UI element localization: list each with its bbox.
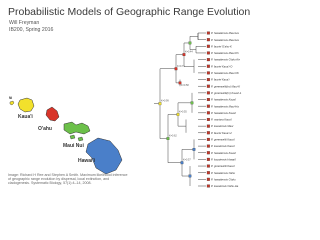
page-title: Probabilistic Models of Geographic Range Evolution — [8, 6, 251, 18]
oahu-label: O'ahu — [38, 126, 52, 132]
tip-range-box — [207, 38, 210, 41]
tip-range-box — [207, 105, 210, 108]
tip-range-box — [207, 185, 210, 188]
tip-label: P. hawaiiensis Kaua'i — [211, 151, 236, 155]
tip-label: P. hawaiiensis Maui-Ha — [211, 105, 239, 109]
tip-label: P. greenwellii(nr) Kaua'i-1 — [211, 91, 242, 95]
tip-label: P. greenwellii Kaua'i — [211, 165, 235, 169]
island-niihau — [10, 101, 14, 105]
tip-range-box — [207, 85, 210, 88]
node-support-label: K=0.57 — [183, 158, 191, 162]
tip-range-box — [207, 165, 210, 168]
kauai-label: Kaua'i — [18, 114, 33, 120]
tip-range-box — [207, 171, 210, 174]
tip-label: P. hawaiiensis Kaua'i — [211, 98, 236, 102]
tip-label: P. kauaiensis Hawai'i — [211, 158, 236, 162]
node-support-label: K=0.99 — [161, 99, 169, 103]
tip-label: P. hawaiiensis Maui-Ha — [211, 32, 239, 36]
root-state-marker — [159, 102, 162, 105]
tip-range-box — [207, 151, 210, 154]
tip-range-box — [207, 158, 210, 161]
tip-label: P. fauriei Kaua'i-2 — [211, 131, 232, 135]
tip-range-box — [207, 58, 210, 61]
tip-range-box — [207, 125, 210, 128]
course-label: IB200, Spring 2016 — [9, 27, 54, 33]
tip-range-box — [207, 32, 210, 35]
tip-range-box — [207, 131, 210, 134]
node-state-marker — [191, 102, 194, 105]
node-state-marker — [177, 113, 180, 116]
author-name: Will Freyman — [9, 20, 40, 26]
node-state-marker — [167, 137, 170, 140]
island-maui-nui — [64, 122, 90, 134]
tip-label: P. kauaiensis Oahu-Ha — [211, 185, 239, 189]
tip-range-box — [207, 145, 210, 148]
tip-range-box — [207, 178, 210, 181]
node-support-label: K=0.71 — [177, 64, 185, 68]
tip-label: P. hawaiiensis Maui-Kh — [211, 52, 239, 56]
tip-label: P. hawaiiensis Kaua'i — [211, 111, 236, 115]
island-oahu — [46, 107, 59, 121]
tip-label: P. hawaiiensis Oahu — [211, 171, 236, 175]
island-kauai — [18, 98, 34, 112]
node-support-label: K=0.55 — [179, 110, 187, 114]
maui-nui-label: Maui Nui — [63, 143, 84, 149]
tip-range-box — [207, 91, 210, 94]
island-kahoolawe — [78, 137, 83, 141]
tip-label: P. fauriei O'ahu-K — [211, 45, 232, 49]
node-support-label: K=0.58 — [181, 83, 189, 87]
node-labels — [161, 51, 193, 162]
island-lanai — [70, 135, 75, 139]
node-state-marker — [181, 161, 184, 164]
tip-label: P. hawaiiensis Maui-Oh — [211, 72, 239, 76]
tip-label: P. hawaiiensis O'ahu-Ke — [211, 58, 240, 62]
node-state-marker — [183, 53, 186, 56]
tip-range-box — [207, 45, 210, 48]
tip-range-box — [207, 98, 210, 101]
tip-label: P. hawaiiensis Maui-Ha — [211, 38, 239, 42]
tip-range-box — [207, 52, 210, 55]
node-state-marker — [189, 175, 192, 178]
niihau-label: Ni — [9, 96, 13, 100]
tip-label: P. kauaiensis Maui — [211, 125, 234, 129]
node-state-marker — [175, 67, 178, 70]
tip-range-box — [207, 65, 210, 68]
tip-label: P. hawaiiensis O'ahu — [211, 178, 236, 182]
tip-label: P. fauriei Kaua'i-O — [211, 65, 233, 69]
image-credit: Image: Richard H Ree and Stephen A Smith. Maximum likelihood inference of geographic range evolution by dispersal, local extinction, and cladogenesis. Systematic Biology, 57(1):4–14, 2008. — [8, 173, 128, 186]
node-state-marker — [193, 148, 196, 151]
tip-range-box — [207, 78, 210, 81]
node-state-marker — [189, 42, 192, 45]
tip-label: P. greenwellii Kaua'i — [211, 138, 235, 142]
tip-range-box — [207, 111, 210, 114]
node-support-label: K=0.44 — [185, 50, 193, 54]
tip-range-box — [207, 138, 210, 141]
tip-range-box — [207, 118, 210, 121]
tip-label: P. mariana Kaua'i — [211, 118, 232, 122]
tip-label: P. fauriei Kaua'i — [211, 78, 230, 82]
tip-range-box — [207, 72, 210, 75]
tip-labels — [207, 31, 242, 188]
hawaii-label: Hawai'i — [78, 158, 96, 164]
tip-label: P. kauaiensis Kaua'i — [211, 145, 235, 149]
tip-label: P. greenwellii(nr) Maui-K — [211, 85, 241, 89]
node-support-label: K=0.62 — [169, 134, 177, 138]
island-hawaii — [86, 138, 122, 174]
